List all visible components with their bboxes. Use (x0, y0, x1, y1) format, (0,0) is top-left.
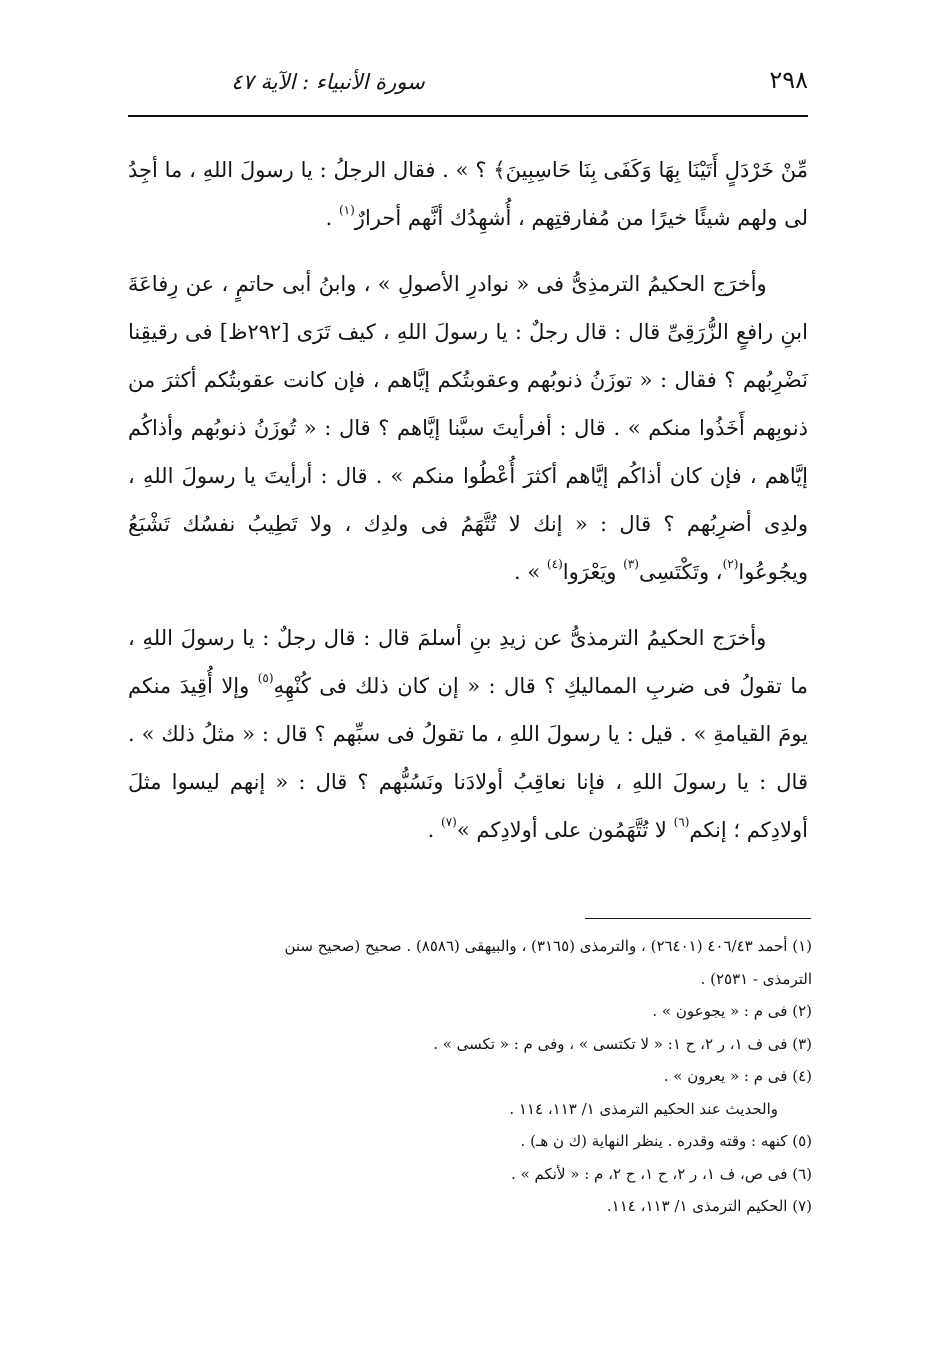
text-line: من ذنوبِهم أَخَذُوا منكم » . قال : أفرأيتَ سبَّنا إيَّاهم ؟ قال : « تُوزَنُ ذنوبُهم (128, 368, 808, 440)
text-segment: . (325, 206, 339, 230)
text-segment: ويَعْرَوا (562, 560, 624, 584)
footnote-2: (٢) فى م : « يجوعون » . (652, 1002, 812, 1020)
paragraph-3 (128, 614, 808, 854)
page-header (128, 58, 808, 104)
footnote-ref-4: (٤) (546, 557, 563, 571)
footnotes (122, 930, 812, 1223)
footnote-ref-6: (٦) (673, 815, 690, 829)
text-line: وأذاكُم إيَّاهم ، فإن كان أذاكُم إيَّاهم أكثرَ أُعْطُوا منكم » . قال : أرأيتَ يا رسولَ (128, 416, 808, 488)
footnote-7: (٧) الحكيم الترمذى ١/ ١١٣، ١١٤. (606, 1197, 812, 1215)
running-title: سورة الأنبياء : الآية ٤٧ (231, 70, 425, 94)
footnote-1-continued: الترمذى - ٢٥٣١) . (700, 969, 812, 988)
text-segment: » . (514, 560, 547, 584)
paragraph-1 (128, 146, 808, 242)
text-line: نَضْرِبُهم ؟ فقال : « توزَنُ ذنوبُهم وعقوبتُكم إيَّاهم ، فإن كانت عقوبتُكم أكثرَ (162, 368, 808, 392)
text-segment: لا تُتَّهَمُون على أولادِكم » (456, 818, 674, 842)
header-divider (128, 115, 808, 117)
footnote-6: (٦) فى ص، ف ١، ر ٢، ح ١، ح ٢، م : « لأنكم » . (511, 1164, 812, 1183)
text-line: مِّنْ خَرْدَلٍ أَتَيْنَا بِهَا وَكَفَى بِنَا حَاسِبِينَ﴾ ؟ » . فقال الرجلُ : يا رسولَ اللهِ ، ما (164, 158, 808, 182)
footnote-ref-5: (٥) (257, 671, 274, 685)
footnote-ref-3: (٣) (623, 557, 639, 571)
footnote-4: (٤) فى م : « يعرون » . (663, 1067, 812, 1085)
footnote-ref-1: (١) (338, 203, 355, 217)
text-line: ابنِ رافعٍ الزُّرَقِىِّ قال : قال رجلٌ : يا رسولَ اللهِ ، كيف تَرَى [٢٩٢ظ] فى رقيقِنا (128, 320, 808, 344)
text-line: اللهِ ، ولدِى أضرِبُهم ؟ قال : « إنك لا تُتَّهَمُ فى ولدِك ، ولا تَطِيبُ نفسُك تَشْبَعُ (128, 464, 808, 536)
page-number: ٢٩٨ (769, 66, 808, 94)
footnote-ref-2: (٢) (722, 557, 739, 571)
text-line: وأخرَج الحكيمُ الترمذىُّ عن زيدِ بنِ أسلمَ قال : قال رجلٌ : يا رسولَ اللهِ ، ما (128, 626, 808, 698)
text-line: أجِدُ لى ولهم شيئًا خيرًا من مُفارقتِهم ، أُشهِدُك أنَّهم أحرارٌ (128, 158, 808, 230)
footnote-divider (585, 918, 811, 919)
text-segment: ، وتَكْتَسِى (638, 560, 723, 584)
text-segment: . (427, 818, 441, 842)
main-text (128, 146, 808, 854)
text-line: القيامةِ » . قيل : يا رسولَ اللهِ ، ما تقولُ فى سبِّهم ؟ قال : « مثلُ ذلك » . قال : (128, 722, 808, 794)
text-line: تقولُ فى ضربِ المماليكِ ؟ قال : « إن كان ذلك فى كُنْهِهِ (273, 674, 782, 698)
text-line: إنكم (689, 818, 727, 842)
footnote-4-note: والحديث عند الحكيم الترمذى ١/ ١١٣، ١١٤ . (509, 1099, 778, 1118)
text-segment: وإلا أُقِيدَ منكم يومَ (128, 674, 808, 746)
text-line: وأخرَج الحكيمُ الترمذِىُّ فى « نوادرِ الأصولِ » ، وابنُ أبى حاتمٍ ، عن رِفاعَةَ (128, 272, 767, 296)
footnote-ref-7: (٧) (441, 815, 457, 829)
text-line: ويجُوعُوا (738, 560, 808, 584)
footnote-1: (١) أحمد ٤٠٦/٤٣ (٢٦٤٠١) ، والترمذى (٣١٦٥) ، والبيهقى (٨٥٨٦) . صحيح (صحيح سنن (284, 937, 812, 955)
footnote-3: (٣) فى ف ١، ر ٢، ح ١: « لا تكتسى » ، وفى م : « تكسى » . (433, 1034, 812, 1053)
footnote-5: (٥) كنهه : وقته وقدره . ينظر النهاية (ك ن هـ) . (520, 1132, 812, 1150)
paragraph-2 (128, 260, 808, 596)
text-line: يا رسولَ اللهِ ، فإنا نعاقِبُ أولادَنا ونَسُبُّهم ؟ قال : « إنهم ليسوا مثلَ أولادِكم ؛ (128, 770, 808, 842)
